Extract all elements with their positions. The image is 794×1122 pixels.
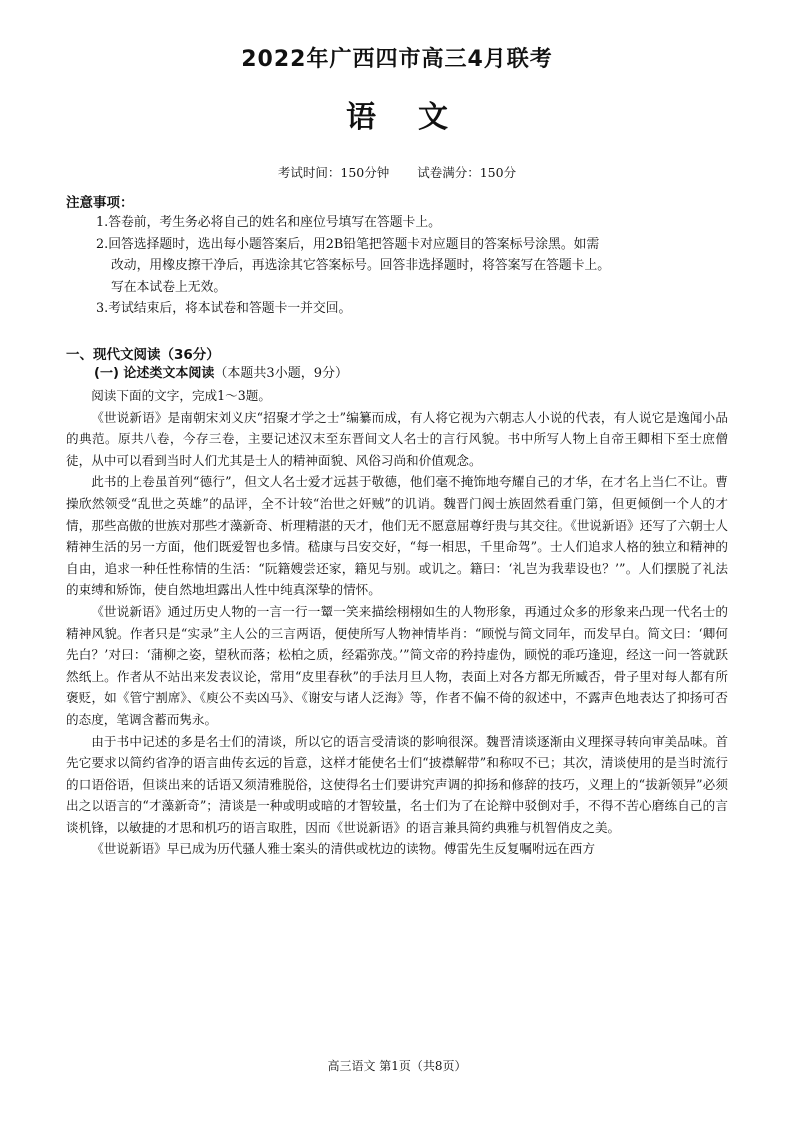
exam-time: 考试时间：150分钟 [277, 165, 390, 180]
page-footer: 高三语文 第1页（共8页） [327, 1059, 467, 1073]
section-heading: 一、现代文阅读（36分） [66, 347, 220, 363]
notice-item: 2.回答选择题时，选出每小题答案后，用2B铅笔把答题卡对应题目的答案标号涂黑。如需 [96, 236, 600, 252]
notice-item: 写在本试卷上无效。 [111, 279, 227, 295]
passage-paragraph: 阅读下面的文字，完成1～3题。 [91, 388, 271, 403]
notice-title: 注意事项： [66, 195, 134, 211]
notice-item: 改动，用橡皮擦干净后，再选涂其它答案标号。回答非选择题时，将答案写在答题卡上。 [111, 258, 611, 273]
passage-paragraph: 此书的上卷虽首列“德行”，但文人名士爱才远甚于敬德，他们毫不掩饰地夸耀自己的才华，在才名上当仁不让。曹操欣然领受“乱世之英雄”的品评，全不计较“治世之奸贼”的讥诮。魏晋门阀士族固然看重门第，但更倾倒一个人的才情，那些高傲的世族对那些才藻新奇、析理精湛的天才，他们无不愿意屈尊纡贵与其交往。《世说新语》还写了六朝士人精神生活的另一方面，他们既爱智也多情。嵇康与吕安交好，“每一相思，千里命驾”。士人们追求人格的独立和精神的自由，追求一种任性称情的生活：“阮籍嫂尝还家，籍见与别。或讥之。籍曰：‘礼岂为我辈设也？’”。人们摆脱了礼法的束缚和矫饰，使自然地坦露出人性中纯真深挚的情怀。 [66, 474, 728, 598]
subsection-note: （本题共3小题，9分） [214, 366, 348, 381]
passage-paragraph: 《世说新语》通过历史人物的一言一行一颦一笑来描绘栩栩如生的人物形象，再通过众多的形象来凸现一代名士的精神风貌。作者只是“实录”主人公的三言两语，便使所写人物神情毕肖：“顾悦与简文同年，而发早白。简文曰：‘卿何先白？’对曰：‘蒲柳之姿，望秋而落；松柏之质，经霜弥茂。’”简文帝的矜持虚伪，顾悦的乖巧逢迎，经这一问一答就跃然纸上。作者从不站出来发表议论，常用“皮里春秋”的手法月旦人物，表面上对各方都无所臧否，骨子里对每人都有所褒贬，如《管宁割席》、《庾公不卖凶马》、《谢安与诸人泛海》等，作者不偏不倚的叙述中，不露声色地表达了抑扬可否的态度，笔调含蓄而隽永。 [66, 603, 728, 727]
subsection-title: (一) 论述类文本阅读 [94, 366, 215, 381]
passage-paragraph: 《世说新语》早已成为历代骚人雅士案头的清供或枕边的读物。傅雷先生反复嘱咐远在西方 [91, 841, 595, 857]
notice-item: 3.考试结束后，将本试卷和答题卡一并交回。 [96, 301, 352, 316]
subsection-heading [94, 362, 348, 381]
passage-paragraph: 《世说新语》是南朝宋刘义庆“招聚才学之士”编纂而成，有人将它视为六朝志人小说的代表，有人说它是逸闻小品的典范。原共八卷，今存三卷，主要记述汉末至东晋间文人名士的言行风貌。书中所写人物上自帝王卿相下至士庶僧徒，从中可以看到当时人们尤其是士人的精神面貌、风俗习尚和价值观念。 [66, 409, 728, 468]
notice-list [96, 212, 716, 320]
notice-item: 1.答卷前，考生务必将自己的姓名和座位号填写在答题卡上。 [96, 215, 441, 230]
reading-passage [66, 385, 728, 860]
passage-paragraph: 由于书中记述的多是名士们的清谈，所以它的语言受清谈的影响很深。魏晋清谈逐渐由义理探寻转向审美品味。首先它要求以简约省净的语言曲传玄远的旨意，这样才能使名士们“披襟解带”和称叹不已；其次，清谈使用的是当时流行的口语俗语，但谈出来的话语又须清雅脱俗，这使得名士们要讲究声调的抑扬和修辞的技巧，义理上的“拔新领异”必须出之以语言的“才藻新奇”；清谈是一种或明或暗的才智较量，名士们为了在论辩中驳倒对手，不得不苦心磨练自己的言谈机锋，以敏捷的才思和机巧的语言取胜，因而《世说新语》的语言兼具简约典雅与机智俏皮之美。 [66, 733, 728, 835]
subject-title: 语文 [346, 100, 490, 135]
exam-title: 2022年广西四市高三4月联考 [241, 47, 553, 72]
full-score: 试卷满分：150分 [417, 165, 517, 180]
exam-info [0, 163, 794, 181]
